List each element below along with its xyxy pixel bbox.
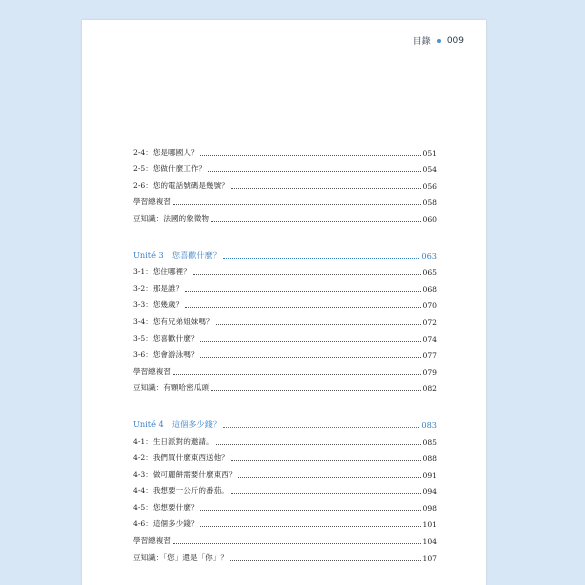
entry-page-number: 085: [422, 437, 437, 447]
entry-title: 4-2：我們買什麼東西送他？: [133, 453, 229, 463]
section-title: 目錄: [412, 37, 431, 47]
toc-entry: [133, 261, 437, 278]
entry-page-number: 060: [422, 214, 437, 224]
leader-dots: [173, 203, 421, 205]
unit-page-number: 083: [421, 419, 437, 430]
leader-dots: [216, 443, 421, 445]
entry-title: 3-1：您住哪裡？: [133, 267, 191, 277]
leader-dots: [200, 154, 420, 156]
toc-entry: [133, 546, 437, 563]
toc-entry: [133, 277, 437, 294]
leader-dots: [208, 170, 421, 172]
entry-title: 學習總複習: [133, 536, 171, 546]
entry-title: 學習總複習: [133, 197, 171, 207]
entry-title: 4-6：這個多少錢？: [133, 519, 199, 529]
toc-entry: [133, 447, 437, 464]
entry-page-number: 068: [422, 284, 437, 294]
entry-title: 豆知識：法國的象徵物: [133, 213, 209, 223]
leader-dots: [185, 290, 420, 292]
leader-dots: [200, 356, 420, 358]
leader-dots: [231, 459, 421, 461]
toc-entry: [133, 377, 437, 394]
toc-entry: [133, 191, 437, 208]
entry-page-number: 094: [422, 487, 437, 497]
bullet-icon: [437, 39, 441, 43]
toc-entry: [133, 327, 437, 344]
toc-unit-heading: [133, 413, 437, 430]
table-of-contents: [133, 141, 437, 563]
entry-title: 4-1：生日派對的邀請。: [133, 436, 214, 446]
toc-entry: [133, 310, 437, 327]
leader-dots: [231, 492, 421, 494]
toc-entry: [133, 513, 437, 530]
entry-title: 3-3：您幾歲？: [133, 300, 184, 310]
leader-dots: [173, 542, 421, 544]
entry-page-number: 082: [422, 384, 437, 394]
entry-title: 豆知識：「您」還是「你」？: [133, 552, 228, 562]
entry-page-number: 104: [422, 537, 437, 547]
entry-title: 學習總複習: [133, 366, 171, 376]
entry-page-number: 065: [422, 268, 437, 278]
toc-entry: [133, 430, 437, 447]
entry-title: 3-2：那是誰？: [133, 283, 184, 293]
leader-dots: [231, 187, 421, 189]
book-page: [82, 20, 486, 585]
page-number: 009: [446, 35, 464, 46]
leader-dots: [223, 426, 419, 428]
leader-dots: [216, 323, 421, 325]
leader-dots: [173, 373, 421, 375]
group-spacer: [133, 393, 437, 402]
toc-entry: [133, 207, 437, 224]
entry-page-number: 091: [422, 470, 437, 480]
entry-page-number: 058: [422, 198, 437, 208]
entry-title: 2-6：您的電話號碼是幾號？: [133, 180, 229, 190]
entry-page-number: 070: [422, 301, 437, 311]
toc-entry: [133, 480, 437, 497]
entry-title: 3-5：您喜歡什麼？: [133, 333, 199, 343]
leader-dots: [193, 273, 421, 275]
entry-page-number: 051: [422, 148, 437, 158]
leader-dots: [200, 509, 420, 511]
entry-title: 4-5：您想要什麼？: [133, 502, 199, 512]
entry-title: 4-3：做可麗餅需要什麼東西？: [133, 469, 237, 479]
entry-page-number: 088: [422, 454, 437, 464]
toc-entry: [133, 496, 437, 513]
entry-page-number: 056: [422, 181, 437, 191]
entry-page-number: 074: [422, 334, 437, 344]
entry-page-number: 098: [422, 503, 437, 513]
toc-entry: [133, 360, 437, 377]
toc-entry: [133, 158, 437, 175]
toc-entry: [133, 174, 437, 191]
toc-entry: [133, 344, 437, 361]
group-spacer: [133, 224, 437, 233]
entry-page-number: 077: [422, 351, 437, 361]
running-head: [413, 34, 464, 47]
leader-dots: [200, 340, 420, 342]
toc-entry: [133, 529, 437, 546]
leader-dots: [185, 306, 420, 308]
leader-dots: [211, 389, 421, 391]
entry-page-number: 079: [422, 367, 437, 377]
unit-title: Unité 3 您喜歡什麼？: [133, 249, 222, 260]
leader-dots: [238, 476, 420, 478]
entry-title: 4-4：我想要一公斤的番茄。: [133, 486, 229, 496]
entry-title: 2-4：您是哪國人？: [133, 147, 199, 157]
entry-title: 2-5：您做什麼工作？: [133, 164, 206, 174]
entry-title: 豆知識：有顆哈密瓜頭: [133, 383, 209, 393]
toc-entry: [133, 294, 437, 311]
unit-title: Unité 4 這個多少錢？: [133, 418, 222, 429]
toc-entry: [133, 463, 437, 480]
entry-title: 3-4：您有兄弟姐妹嗎？: [133, 316, 214, 326]
entry-page-number: 101: [422, 520, 437, 530]
entry-page-number: 072: [422, 317, 437, 327]
toc-entry: [133, 141, 437, 158]
leader-dots: [230, 559, 421, 561]
leader-dots: [200, 525, 420, 527]
unit-page-number: 063: [421, 250, 437, 261]
entry-page-number: 054: [422, 165, 437, 175]
entry-page-number: 107: [422, 553, 437, 563]
toc-unit-heading: [133, 244, 437, 261]
leader-dots: [211, 220, 421, 222]
entry-title: 3-6：您會游泳嗎？: [133, 350, 199, 360]
leader-dots: [223, 257, 419, 259]
